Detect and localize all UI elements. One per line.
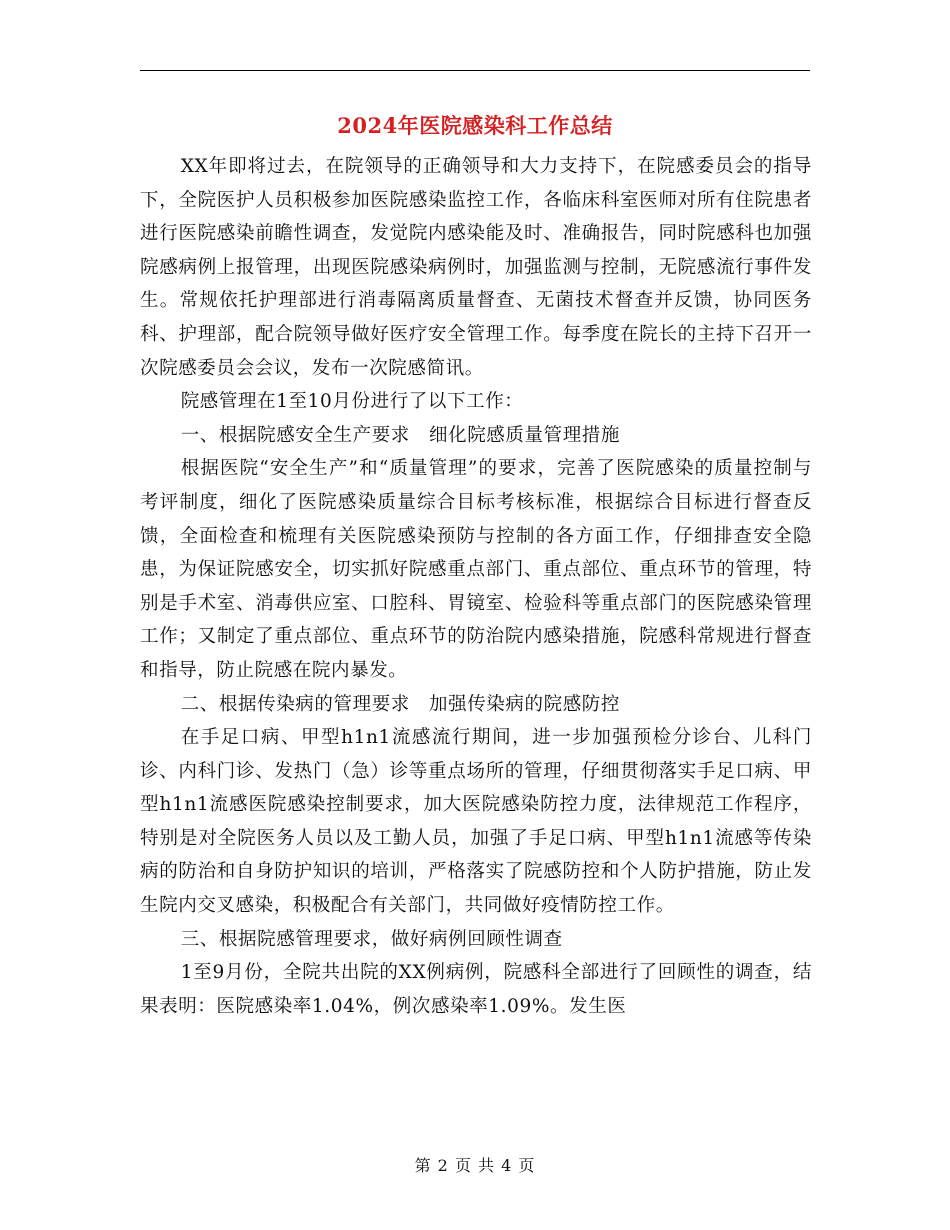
section-heading-3: 三、根据院感管理要求，做好病例回顾性调查 — [180, 928, 563, 950]
section-heading-2: 二、根据传染病的管理要求 加强传染病的院感防控 — [180, 693, 620, 715]
page-footer: 第 2 页 共 4 页 — [414, 1156, 536, 1175]
paragraph-section-2: 在手足口病、甲型h1n1流感流行期间，进一步加强预检分诊台、儿科门诊、内科门诊、发热门（急）诊等重点场所的管理，仔细贯彻落实手足口病、甲型h1n1流感医院感染控制要求，加大医院感染防控力度，法律规范工作程序，特别是对全院医务人员以及工勤人员，加强了手足口病、甲型h1n1流感等传染病的防治和自身防护知识的培训，严格落实了院感防控和个人防护措施，防止发生院内交叉感染，积极配合有关部门，共同做好疫情防控工作。 — [140, 727, 812, 917]
paragraph-work-list: 院感管理在1至10月份进行了以下工作： — [180, 391, 524, 413]
paragraph-intro: XX年即将过去，在院领导的正确领导和大力支持下，在院感委员会的指导下，全院医护人员积极参加医院感染监控工作，各临床科室医师对所有住院患者进行医院感染前瞻性调查，发觉院内感染能及时、准确报告，同时院感科也加强院感病例上报管理，出现医院感染病例时，加强监测与控制，无院感流行事件发生。常规依托护理部进行消毒隔离质量督查、无菌技术督查并反馈，协同医务科、护理部，配合院领导做好医疗安全管理工作。每季度在院长的主持下召开一次院感委员会会议，发布一次院感简讯。 — [140, 156, 812, 379]
document-body — [140, 150, 812, 1023]
paragraph-section-1: 根据医院“安全生产”和“质量管理”的要求，完善了医院感染的质量控制与考评制度，细化了医院感染质量综合目标考核标准，根据综合目标进行督查反馈，全面检查和梳理有关医院感染预防与控制的各方面工作，仔细排查安全隐患，为保证院感安全，切实抓好院感重点部门、重点部位、重点环节的管理，特别是手术室、消毒供应室、口腔科、胃镜室、检验科等重点部门的医院感染管理工作；又制定了重点部位、重点环节的防治院内感染措施，院感科常规进行督查和指导，防止院感在院内暴发。 — [140, 458, 812, 681]
paragraph-section-3: 1至9月份，全院共出院的XX例病例，院感科全部进行了回顾性的调查，结果表明：医院感染率1.04%，例次感染率1.09%。发生医 — [140, 962, 812, 1017]
section-heading-1: 一、根据院感安全生产要求 细化院感质量管理措施 — [180, 424, 620, 446]
header-rule — [140, 70, 810, 71]
document-title: 2024年医院感染科工作总结 — [337, 113, 613, 138]
